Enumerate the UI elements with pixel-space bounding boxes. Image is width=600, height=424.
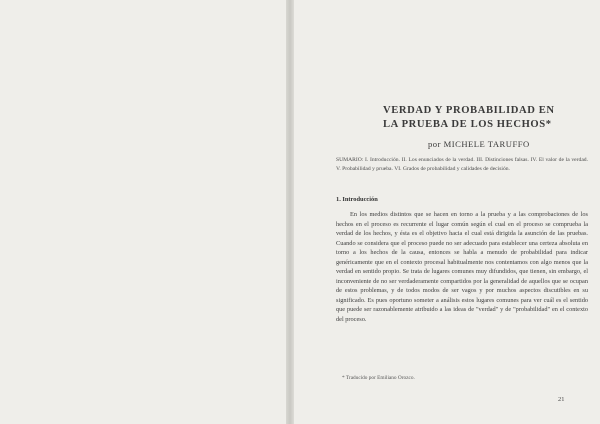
footnote: * Traducido por Emiliano Orozco. [342,375,415,381]
book-gutter [286,0,294,424]
section-heading: 1. Introducción [336,196,378,203]
summary: SUMARIO: I. Introducción. II. Los enunciados de la verdad. III. Distinciones falsas. IV. El valor de la verdad. V. Probabilidad y prueba. VI. Grados de probabilidad y calidades de decisión. [336,157,588,172]
title-line-1: VERDAD Y PROBABILIDAD EN [383,105,555,116]
body-paragraph: En los medios distintos que se hacen en torno a la prueba y a las comprobaciones de los hechos en el proceso es recurrente el lugar común según el cual en el proceso se comprueba la verdad de los hechos, y ésta es el objetivo hacia el cual está dirigida la asunción de las pruebas. Cuando se considera que el proceso puede no ser adecuado para establecer una certeza absoluta en torno a los hechos de la causa, entonces se habla a menudo de probabilidad para indicar genéricamente que en el contexto procesal habitualmente nos contentamos con algo menos que la verdad en sentido propio. Se trata de lugares comunes muy difundidos, que tienen, sin embargo, el inconveniente de no ser verdaderamente compartidos por la generalidad de aquellos que se ocupan de estos problemas, y de todos modos de ser vagos y por muchos aspectos discutibles en su significado. Es pues oportuno someter a análisis estos lugares comunes para ver cuál es el sentido que puede ser razonablemente atribuido a las ideas de "verdad" y de "probabilidad" en el contexto del proceso. [336,211,588,324]
article-title [383,104,593,132]
right-page [294,0,600,424]
page-number: 21 [558,396,565,403]
title-line-2: LA PRUEBA DE LOS HECHOS* [383,119,552,130]
left-page [0,0,288,424]
body-text [336,210,588,325]
author-byline: por MICHELE TARUFFO [428,139,530,149]
